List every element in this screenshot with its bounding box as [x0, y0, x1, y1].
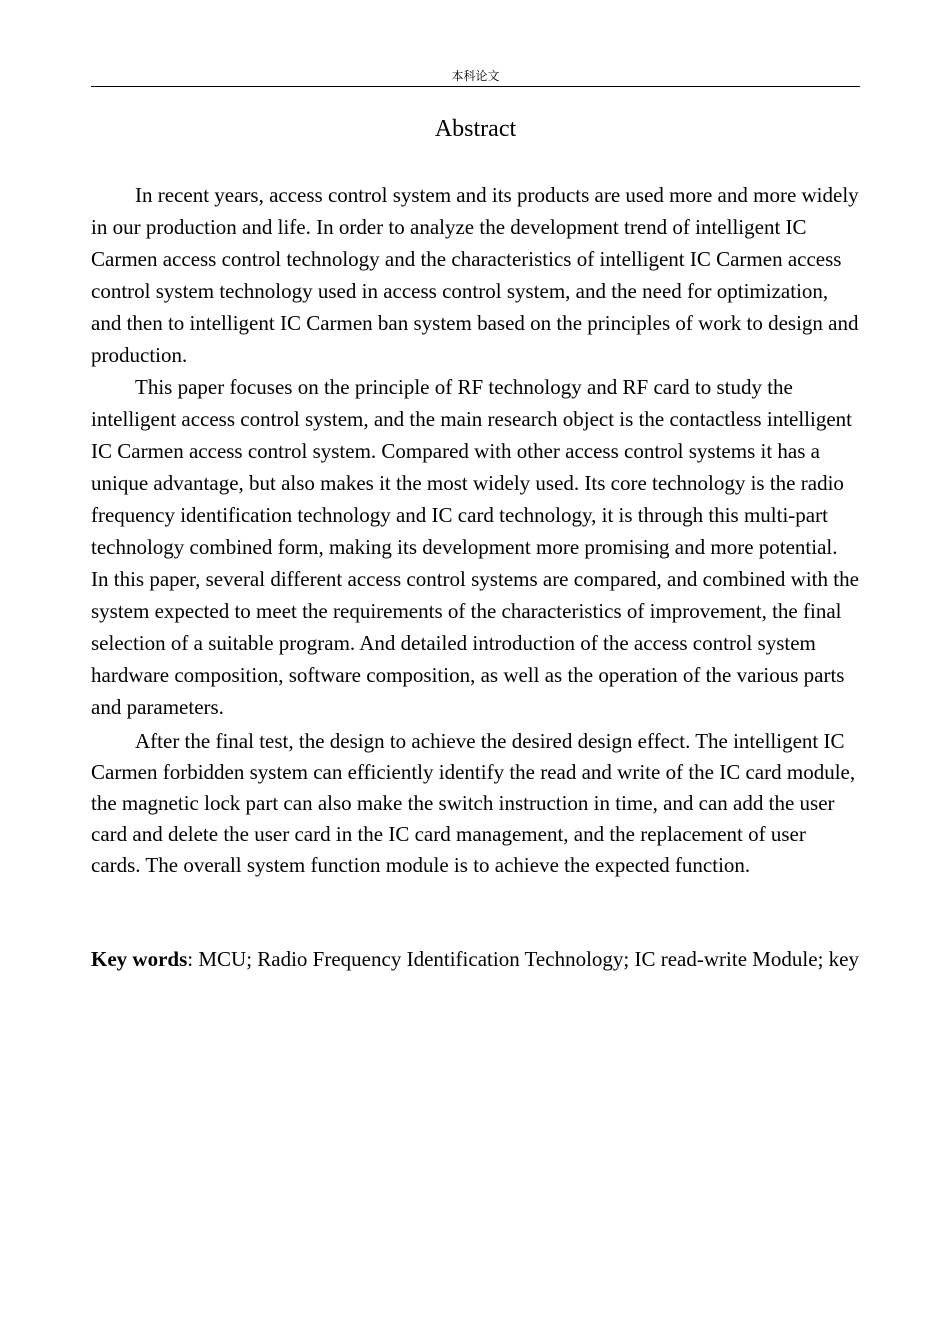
keywords-line	[91, 944, 860, 975]
abstract-body	[91, 179, 860, 881]
keywords-label: Key words	[91, 947, 188, 971]
abstract-title: Abstract	[434, 116, 517, 142]
abstract-paragraph-1: In recent years, access control system and its products are used more and more widely in our production and life. In order to analyze the development trend of intelligent IC Carmen access control technology and the characteristics of intelligent IC Carmen access control system technology used in access control system, and the need for optimization, and then to intelligent IC Carmen ban system based on the principles of work to design and production.	[91, 183, 859, 367]
keywords-separator: :	[187, 947, 199, 971]
keywords-text: MCU; Radio Frequency Identification Technology; IC read-write Module; key	[198, 947, 859, 971]
abstract-paragraph-3: After the final test, the design to achieve the desired design effect. The intelligent IC Carmen forbidden system can efficiently identify the read and write of the IC card module, the magnetic lock part can also make the switch instruction in time, and can add the user card and delete the user card in the IC card management, and the replacement of user cards. The overall system function module is to achieve the expected function.	[91, 729, 856, 877]
abstract-paragraph-2: This paper focuses on the principle of RF technology and RF card to study the intelligent access control system, and the main research object is the contactless intelligent IC Carmen access control system. Compared with other access control systems it has a unique advantage, but also makes it the most widely used. Its core technology is the radio frequency identification technology and IC card technology, it is through this multi-part technology combined form, making its development more promising and more potential. In this paper, several different access control systems are compared, and combined with the system expected to meet the requirements of the characteristics of improvement, the final selection of a suitable program. And detailed introduction of the access control system hardware composition, software composition, as well as the operation of the various parts and parameters.	[91, 375, 859, 719]
running-header: 本科论文	[91, 66, 860, 87]
